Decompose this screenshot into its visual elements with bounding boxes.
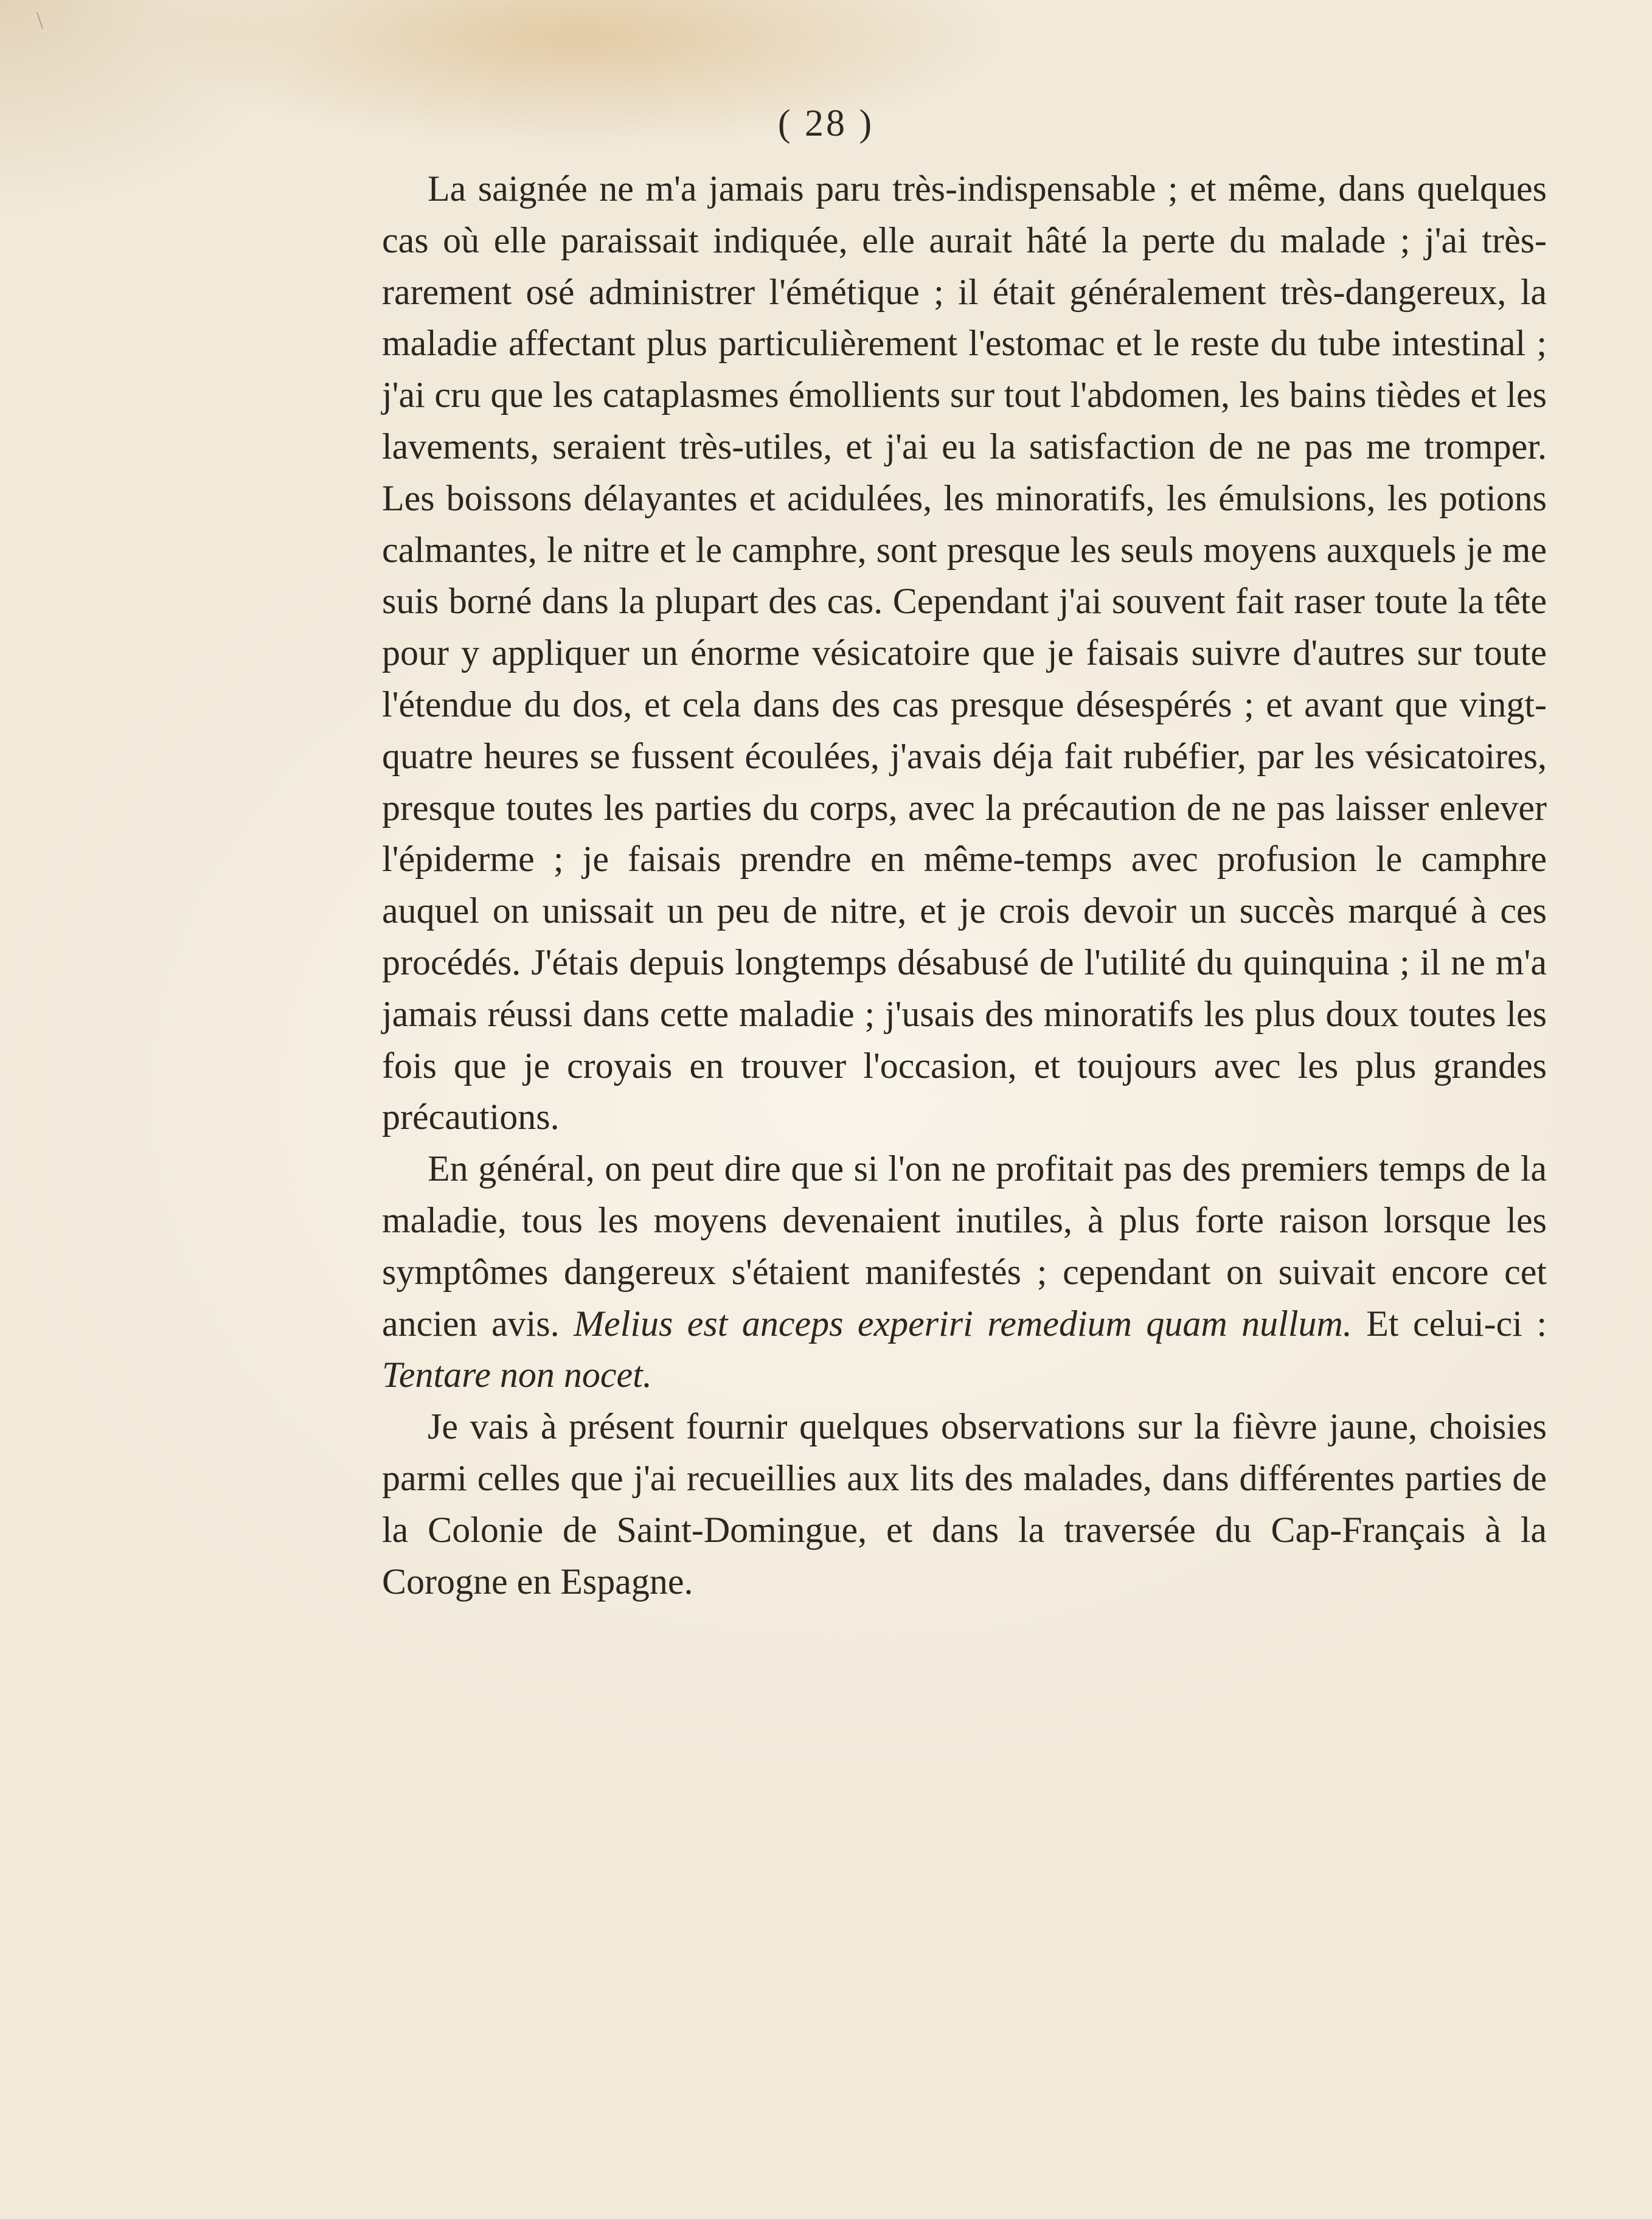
corner-smudge: \ [36,7,44,34]
page-number: ( 28 ) [777,103,875,144]
text-segment: Je vais à présent fournir quelques observations sur la fièvre jaune, choisies parmi celles que j'ai recueillies aux lits des malades, dans différentes parties de la Colonie de Saint-Domingue, et dans la traversée du Cap-Français à la Corogne en Espagne. [382,1406,1547,1602]
paragraph [382,163,1547,1143]
paragraph [382,1401,1547,1607]
latin-quote: Tentare non nocet. [382,1355,652,1395]
latin-quote: Melius est anceps experiri remedium quam nullum. [574,1303,1352,1344]
text-segment: En général, on peut dire que si l'on ne profitait pas des premiers temps de la maladie, tous les moyens devenaient inutiles, à plus forte raison lorsque les symptômes dangereux s'étaient manifestés ; cependant on suivait encore cet ancien avis. [382,1148,1547,1344]
text-segment: Et celui-ci : [1352,1303,1547,1344]
text-segment: La saignée ne m'a jamais paru très-indispensable ; et même, dans quelques cas où elle paraissait indiquée, elle aurait hâté la perte du malade ; j'ai très-rarement osé administrer l'émétique ; il était généralement très-dangereux, la maladie affectant plus particulièrement l'estomac et le reste du tube intestinal ; j'ai cru que les cataplasmes émollients sur tout l'abdomen, les bains tièdes et les lavements, seraient très-utiles, et j'ai eu la satisfaction de ne pas me tromper. Les boissons délayantes et acidulées, les minoratifs, les émulsions, les potions calmantes, le nitre et le camphre, sont presque les seuls moyens auxquels je me suis borné dans la plupart des cas. Cependant j'ai souvent fait raser toute la tête pour y appliquer un énorme vésicatoire que je faisais suivre d'autres sur toute l'étendue du dos, et cela dans des cas presque désespérés ; et avant que vingt-quatre heures se fussent écoulées, j'avais déja fait rubéfier, par les vésicatoires, presque toutes les parties du corps, avec la précaution de ne pas laisser enlever l'épiderme ; je faisais prendre en même-temps avec profusion le camphre auquel on unissait un peu de nitre, et je crois devoir un succès marqué à ces procédés. J'étais depuis longtemps désabusé de l'utilité du quinquina ; il ne m'a jamais réussi dans cette maladie ; j'usais des minoratifs les plus doux toutes les fois que je croyais en trouver l'occasion, et toujours avec les plus grandes précautions. [382,168,1547,1137]
body-text [382,163,1547,1607]
paragraph [382,1143,1547,1401]
